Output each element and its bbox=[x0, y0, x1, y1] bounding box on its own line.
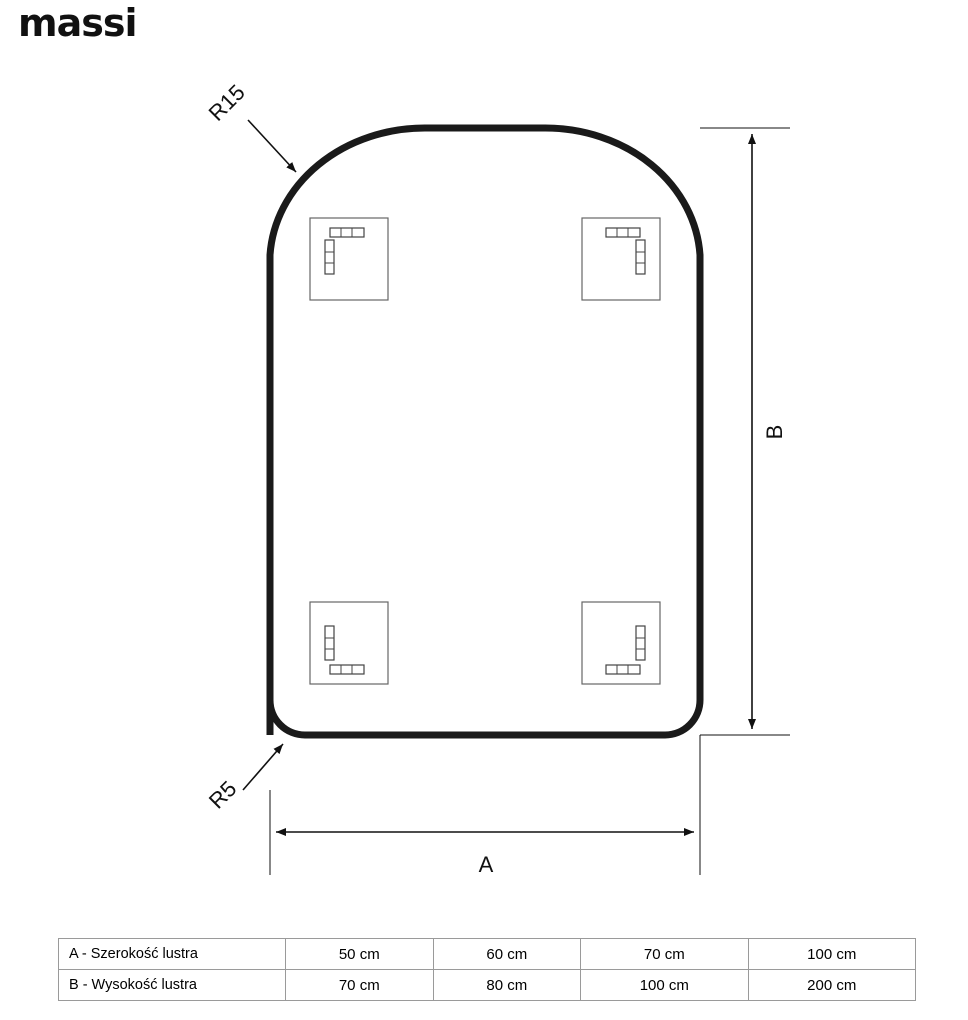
cell-height-3: 100 cm bbox=[581, 970, 748, 1001]
cell-width-3: 70 cm bbox=[581, 939, 748, 970]
row-label-width: A - Szerokość lustra bbox=[59, 939, 286, 970]
width-dimension-label: A bbox=[478, 852, 494, 877]
cell-width-2: 60 cm bbox=[433, 939, 581, 970]
radius-bottom-leader bbox=[204, 744, 283, 813]
radius-bottom-label: R5 bbox=[203, 775, 242, 814]
table-row bbox=[59, 939, 916, 970]
row-label-height: B - Wysokość lustra bbox=[59, 970, 286, 1001]
height-dimension bbox=[700, 128, 790, 735]
dimensions-table bbox=[58, 938, 916, 1001]
table-row bbox=[59, 970, 916, 1001]
cell-width-1: 50 cm bbox=[286, 939, 434, 970]
cell-height-2: 80 cm bbox=[433, 970, 581, 1001]
brand-logo: massi bbox=[18, 1, 137, 45]
mount-bracket-top-left bbox=[310, 218, 388, 300]
height-dimension-label: B bbox=[762, 424, 787, 440]
radius-top-label: R15 bbox=[203, 79, 250, 126]
mount-bracket-bottom-left bbox=[310, 602, 388, 684]
cell-height-4: 200 cm bbox=[748, 970, 915, 1001]
width-dimension bbox=[270, 735, 700, 877]
cell-height-1: 70 cm bbox=[286, 970, 434, 1001]
mount-bracket-bottom-right bbox=[582, 602, 660, 684]
cell-width-4: 100 cm bbox=[748, 939, 915, 970]
radius-top-leader bbox=[204, 80, 296, 172]
mount-bracket-top-right bbox=[582, 218, 660, 300]
